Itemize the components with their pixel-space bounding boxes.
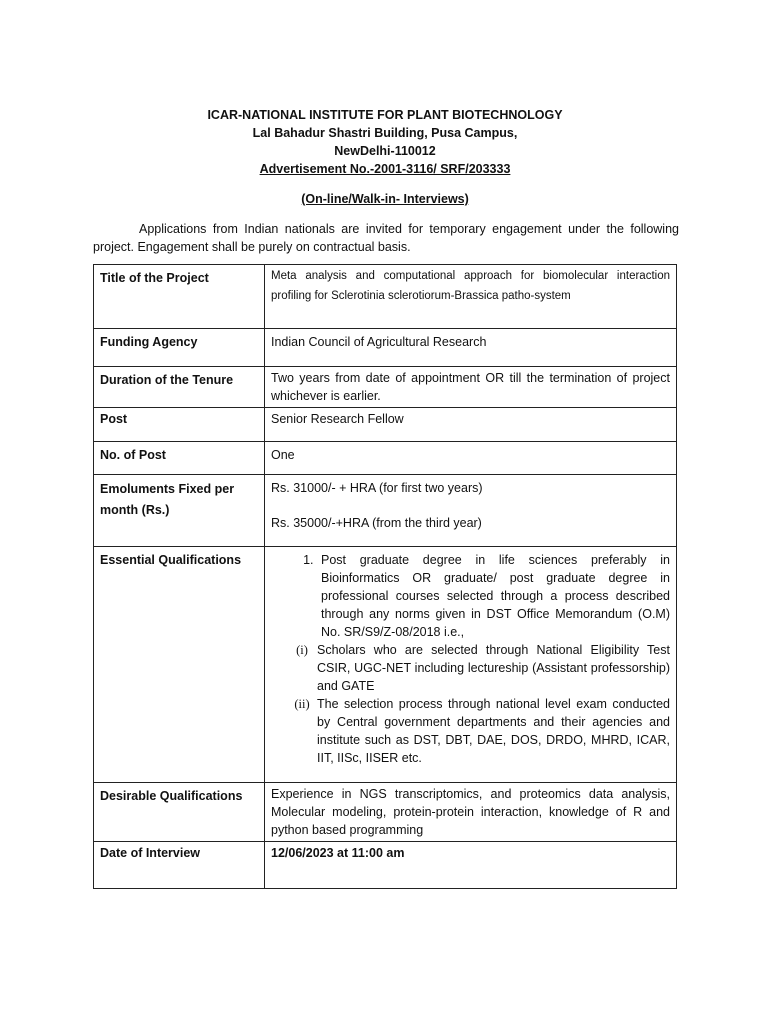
table-row [94, 408, 677, 442]
interview-mode: (On-line/Walk-in- Interviews) [301, 192, 469, 206]
interview-label: Date of Interview [94, 842, 265, 889]
list-item: 1. Post graduate degree in life sciences preferably in Bioinformatics OR graduate/ post graduate degree in professional courses selected through a process described through any norms given in DST Office Memorandum (O.M) No. SR/S9/Z-08/2018 i.e., [317, 551, 670, 641]
roman-numeral: (ii) [294, 697, 310, 711]
project-details-table [93, 264, 677, 889]
essential-sublist [271, 641, 670, 767]
desirable-value: Experience in NGS transcriptomics, and proteomics data analysis, Molecular modeling, protein-protein interaction, knowledge of R and python based programming [265, 783, 677, 842]
document-header [0, 106, 770, 178]
funding-value: Indian Council of Agricultural Research [265, 329, 677, 367]
essential-value [265, 547, 677, 783]
intro-text: Applications from Indian nationals are invited for temporary engagement under the following project. Engagement shall be purely on contractual basis. [93, 222, 679, 254]
emoluments-label: Emoluments Fixed per month (Rs.) [94, 475, 265, 547]
city-address: NewDelhi-110012 [334, 144, 436, 158]
num-post-label: No. of Post [94, 442, 265, 475]
duration-label: Duration of the Tenure [94, 367, 265, 408]
roman-numeral: (i) [296, 643, 308, 657]
intro-paragraph [93, 220, 679, 256]
emoluments-value [265, 475, 677, 547]
essential-sub-2: The selection process through national level exam conducted by Central government departments and their agencies and institute such as DST, DBT, DAE, DOS, DRDO, MHRD, ICAR, IIT, IISc, IISER etc. [317, 697, 670, 765]
emoluments-line-1: Rs. 31000/- + HRA (for first two years) [271, 481, 483, 495]
funding-label: Funding Agency [94, 329, 265, 367]
list-item [271, 641, 670, 695]
title-value: Meta analysis and computational approach for biomolecular interaction profiling for Sclerotinia sclerotiorum-Brassica patho-system [265, 265, 677, 329]
building-address: Lal Bahadur Shastri Building, Pusa Campus, [252, 126, 518, 140]
table-row [94, 547, 677, 783]
list-item [271, 695, 670, 767]
table-row [94, 475, 677, 547]
post-value: Senior Research Fellow [265, 408, 677, 442]
table-row [94, 367, 677, 408]
interview-value: 12/06/2023 at 11:00 am [265, 842, 677, 889]
duration-value: Two years from date of appointment OR till the termination of project whichever is earlier. [265, 367, 677, 408]
title-label: Title of the Project [94, 265, 265, 329]
num-post-value: One [265, 442, 677, 475]
post-label: Post [94, 408, 265, 442]
table-row [94, 442, 677, 475]
advertisement-number: Advertisement No.-2001-3116/ SRF/203333 [259, 162, 511, 176]
desirable-label: Desirable Qualifications [94, 783, 265, 842]
table-row [94, 783, 677, 842]
emoluments-line-2: Rs. 35000/-+HRA (from the third year) [271, 516, 482, 530]
essential-list [271, 551, 670, 641]
essential-label: Essential Qualifications [94, 547, 265, 783]
essential-sub-1: Scholars who are selected through National Eligibility Test CSIR, UGC-NET including lectureship (Assistant professorship) and GATE [317, 643, 670, 693]
table-row [94, 329, 677, 367]
institute-name: ICAR-NATIONAL INSTITUTE FOR PLANT BIOTECHNOLOGY [207, 108, 563, 122]
table-row [94, 265, 677, 329]
table-row [94, 842, 677, 889]
